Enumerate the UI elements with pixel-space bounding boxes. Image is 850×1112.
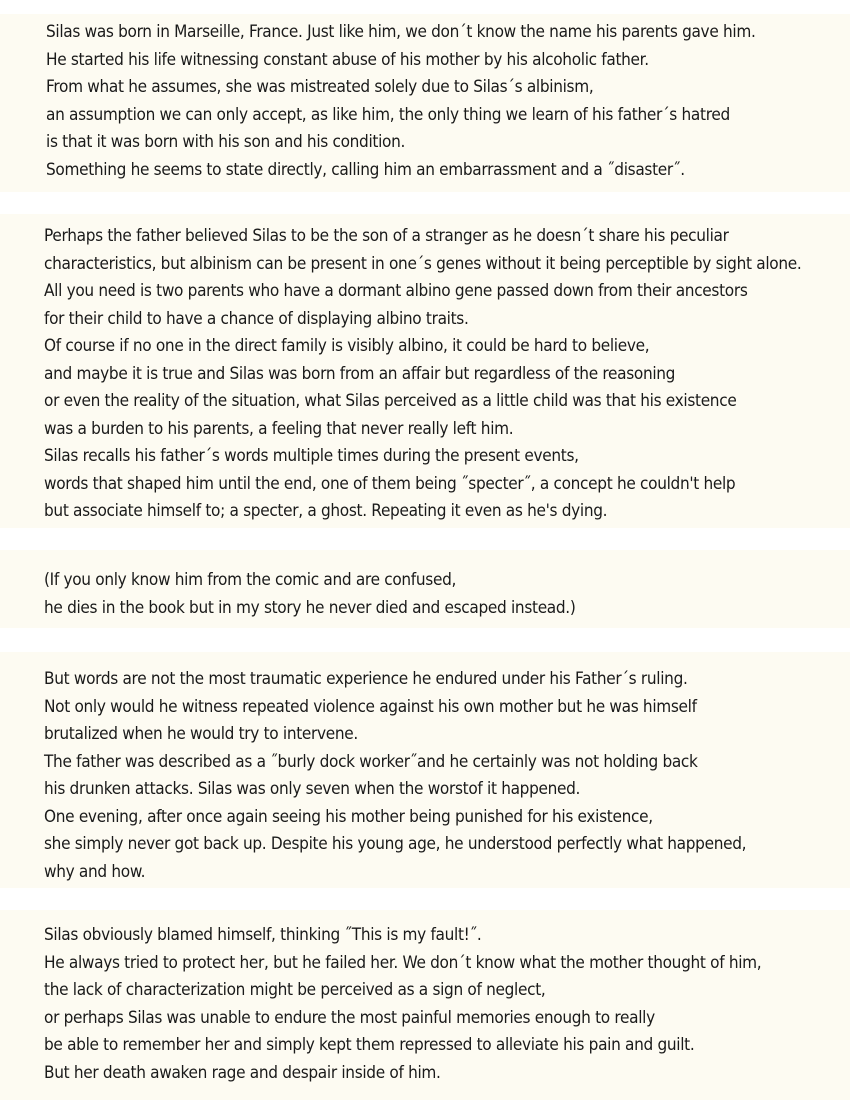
- text-line: From what he assumes, she was mistreated solely due to Silas´s albinism,: [46, 77, 594, 96]
- text-line: is that it was born with his son and his condition.: [46, 132, 406, 151]
- text-line: why and how.: [44, 861, 146, 881]
- text-line: The father was described as a ˝burly dock worker˝and he certainly was not holding back: [44, 751, 698, 771]
- text-line: for their child to have a chance of displaying albino traits.: [44, 308, 469, 328]
- text-line: characteristics, but albinism can be present in one´s genes without it being perceptible by sight alone.: [44, 253, 802, 273]
- paragraph-albinism: [0, 214, 850, 528]
- text-line: He always tried to protect her, but he failed her. We don´t know what the mother thought of him,: [44, 952, 762, 972]
- text-line: an assumption we can only accept, as like him, the only thing we learn of his father´s hatred: [46, 104, 730, 124]
- text-line: He started his life witnessing constant abuse of his mother by his alcoholic father.: [46, 49, 649, 69]
- text-line: be able to remember her and simply kept them repressed to alleviate his pain and guilt.: [44, 1035, 695, 1054]
- text-line: his drunken attacks. Silas was only seven when the worstof it happened.: [44, 779, 581, 798]
- text-line: Silas obviously blamed himself, thinking ˝This is my fault!˝.: [44, 925, 482, 944]
- text-line: or even the reality of the situation, what Silas perceived as a little child was that his existence: [44, 391, 737, 410]
- text-line: Something he seems to state directly, calling him an embarrassment and a ˝disaster˝.: [46, 159, 685, 179]
- text-line: or perhaps Silas was unable to endure the most painful memories enough to really: [44, 1007, 655, 1027]
- text-line: words that shaped him until the end, one of them being ˝specter˝, a concept he couldn't help: [44, 473, 736, 493]
- text-line: (If you only know him from the comic and are confused,: [44, 570, 457, 589]
- paragraph-guilt: [0, 910, 850, 1100]
- paragraph-violence: [0, 652, 850, 888]
- text-line: brutalized when he would try to intervene.: [44, 724, 358, 743]
- paragraph-note: [0, 550, 850, 628]
- text-line: But her death awaken rage and despair inside of him.: [44, 1062, 441, 1082]
- text-line: and maybe it is true and Silas was born from an affair but regardless of the reasoning: [44, 363, 676, 383]
- text-line: Not only would he witness repeated violence against his own mother but he was himself: [44, 696, 697, 716]
- text-line: the lack of characterization might be perceived as a sign of neglect,: [44, 980, 546, 999]
- text-line: she simply never got back up. Despite his young age, he understood perfectly what happened,: [44, 834, 747, 853]
- text-line: Perhaps the father believed Silas to be the son of a stranger as he doesn´t share his peculiar: [44, 226, 729, 245]
- text-line: All you need is two parents who have a dormant albino gene passed down from their ancestors: [44, 281, 748, 300]
- text-line: he dies in the book but in my story he never died and escaped instead.): [44, 597, 576, 617]
- text-line: But words are not the most traumatic experience he endured under his Father´s ruling.: [44, 669, 688, 688]
- text-line: Of course if no one in the direct family is visibly albino, it could be hard to believe,: [44, 336, 650, 355]
- text-line: Silas was born in Marseille, France. Just like him, we don´t know the name his parents gave him.: [46, 22, 756, 41]
- text-line: was a burden to his parents, a feeling that never really left him.: [44, 418, 514, 438]
- text-line: One evening, after once again seeing his mother being punished for his existence,: [44, 806, 653, 826]
- paragraph-birth: [0, 14, 850, 192]
- text-line: Silas recalls his father´s words multiple times during the present events,: [44, 446, 579, 465]
- text-line: but associate himself to; a specter, a ghost. Repeating it even as he's dying.: [44, 501, 608, 520]
